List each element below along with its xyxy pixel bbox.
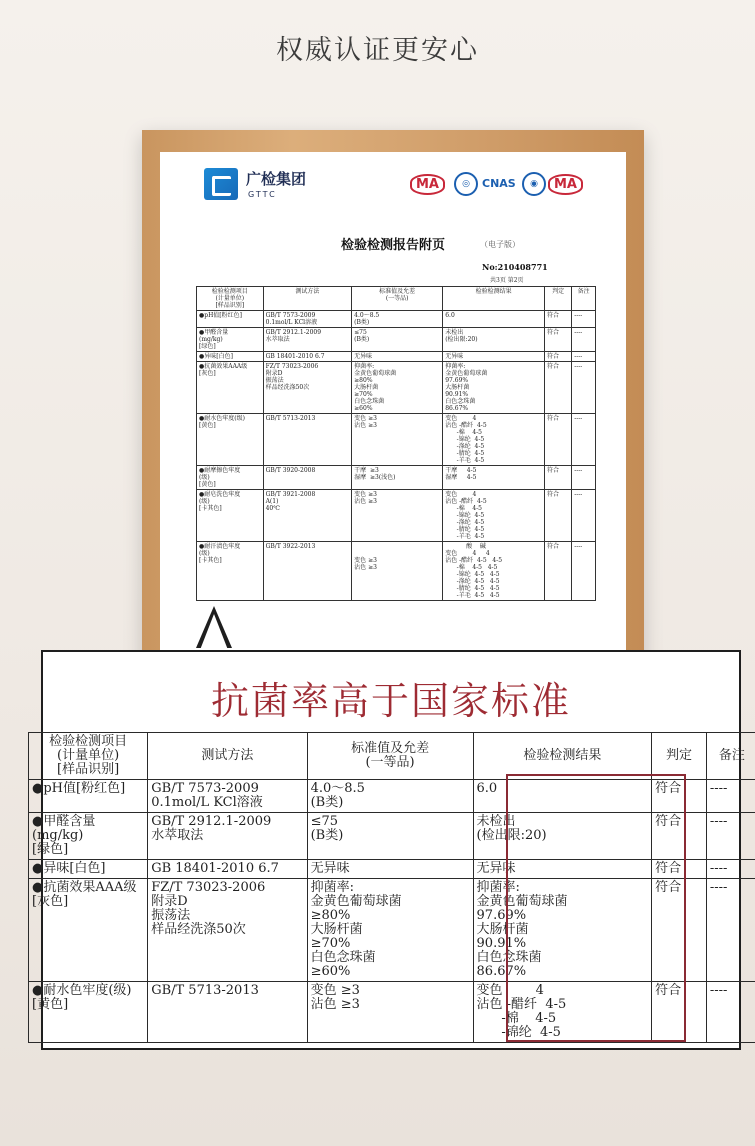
header-result: 检验检测结果 (473, 733, 652, 780)
cell-standard: 无异味 (352, 352, 443, 362)
cell-result: 无异味 (443, 352, 545, 362)
header-remark: 备注 (572, 287, 596, 311)
cell-standard: 4.0～8.5 (B类) (307, 780, 473, 813)
cell-verdict: 符合 (652, 860, 707, 879)
header-item: 检验检测项目 (计量单位) [样品识别] (29, 733, 148, 780)
header-item: 检验检测项目 (计量单位) [样品识别] (197, 287, 264, 311)
header-standard: 标准值及允差 (一等品) (352, 287, 443, 311)
cell-standard: 变色 ≥3 沾色 ≥3 (352, 542, 443, 601)
ilac-mark-icon: ◎ (454, 172, 478, 196)
zoom-panel (32, 650, 745, 1050)
table-row (197, 490, 596, 542)
cell-result: 未检出 (检出限:20) (443, 328, 545, 352)
cell-result: 变色 4 沾色 -醋纤 4-5 -棉 4-5 -锦纶 4-5 (473, 982, 652, 1043)
header-result: 检验检测结果 (443, 287, 545, 311)
cell-verdict: 符合 (545, 542, 572, 601)
table-row (197, 352, 596, 362)
cell-item: ●耐摩擦色牢度 (级) [黄色] (197, 466, 264, 490)
cell-method: GB 18401-2010 6.7 (263, 352, 352, 362)
cell-remark: ---- (572, 466, 596, 490)
report-number: No:210408771 (482, 262, 548, 272)
cell-remark: ---- (572, 362, 596, 414)
cell-result: 未检出 (检出限:20) (473, 813, 652, 860)
cell-item: ●异味[白色] (29, 860, 148, 879)
cell-result: 变色 4 沾色 -醋纤 4-5 -棉 4-5 -锦纶 4-5 -涤纶 4-5 -腈纶 4-5 -羊毛 4-5 (443, 414, 545, 466)
cell-standard: 无异味 (307, 860, 473, 879)
cell-item: ●耐汗渍色牢度 (级) [卡其色] (197, 542, 264, 601)
cell-method: GB 18401-2010 6.7 (148, 860, 307, 879)
cell-verdict: 符合 (545, 466, 572, 490)
cell-remark: ---- (572, 414, 596, 466)
cell-item: ●耐水色牢度(级) [黄色] (29, 982, 148, 1043)
cell-verdict: 符合 (545, 328, 572, 352)
cell-remark: ---- (572, 352, 596, 362)
cell-standard: 变色 ≥3 沾色 ≥3 (307, 982, 473, 1043)
cell-result: 6.0 (443, 311, 545, 328)
table-row (197, 311, 596, 328)
cell-item: ●耐水色牢度(级) [黄色] (197, 414, 264, 466)
header-verdict: 判定 (545, 287, 572, 311)
cell-method: GB/T 7573-2009 0.1mol/L KCl溶液 (148, 780, 307, 813)
zoom-title: 抗菌率高于国家标准 (210, 679, 571, 723)
result-highlight-box (506, 774, 686, 1042)
cell-verdict: 符合 (545, 352, 572, 362)
table-row (197, 542, 596, 601)
cma-mark-icon: MA (410, 174, 445, 195)
cell-item: ●甲醛含量 (mg/kg) [绿色] (29, 813, 148, 860)
report-title: 检验检测报告附页 (340, 238, 445, 253)
cell-item: ●抗菌效果AAA级 [灰色] (29, 879, 148, 982)
table-row (197, 328, 596, 352)
cell-verdict: 符合 (652, 780, 707, 813)
cell-method: FZ/T 73023-2006 附录D 振荡法 样品经洗涤50次 (148, 879, 307, 982)
cell-result: 变色 4 沾色 -醋纤 4-5 -棉 4-5 -锦纶 4-5 -涤纶 4-5 -腈纶 4-5 -羊毛 4-5 (443, 490, 545, 542)
header-standard: 标准值及允差 (一等品) (307, 733, 473, 780)
cell-verdict: 符合 (545, 311, 572, 328)
cell-standard: 4.0～8.5 (B类) (352, 311, 443, 328)
cell-standard: 变色 ≥3 沾色 ≥3 (352, 414, 443, 466)
cma-mark-icon-2: MA (548, 174, 583, 195)
iaf-mark-icon: ◉ (522, 172, 546, 196)
report-paper (160, 152, 626, 672)
cell-item: ●甲醛含量 (mg/kg) [绿色] (197, 328, 264, 352)
cell-method: GB/T 5713-2013 (263, 414, 352, 466)
cell-remark: ---- (706, 860, 755, 879)
cell-standard: ≤75 (B类) (352, 328, 443, 352)
cell-item: ●耐皂洗色牢度 (级) [卡其色] (197, 490, 264, 542)
cell-method: GB/T 5713-2013 (148, 982, 307, 1043)
cell-remark: ---- (572, 328, 596, 352)
cell-method: GB/T 7573-2009 0.1mol/L KCl溶液 (263, 311, 352, 328)
cell-method: GB/T 3922-2013 (263, 542, 352, 601)
cell-result: 抑菌率: 金黄色葡萄球菌 97.69% 大肠杆菌 90.91% 白色念珠菌 86.67% (473, 879, 652, 982)
cell-result: 抑菌率: 金黄色葡萄球菌 97.69% 大肠杆菌 90.91% 白色念珠菌 86.67% (443, 362, 545, 414)
cell-result: 酸 碱 变色 4 4 沾色 -醋纤 4-5 4-5 -棉 4-5 4-5 -锦纶 4-5 4-5 -涤纶 4-5 4-5 -腈纶 4-5 4-5 -羊毛 4-5 4-5 (443, 542, 545, 601)
certification-marks (410, 168, 590, 202)
cell-verdict: 符合 (652, 879, 707, 982)
cell-remark: ---- (706, 813, 755, 860)
table-header-row (29, 733, 755, 780)
cell-verdict: 符合 (545, 414, 572, 466)
callout-pointer-inner (200, 614, 228, 650)
cell-method: GB/T 3921-2008 A(1) 40℃ (263, 490, 352, 542)
header-verdict: 判定 (652, 733, 707, 780)
table-row (197, 466, 596, 490)
cell-standard: 抑菌率: 金黄色葡萄球菌 ≥80% 大肠杆菌 ≥70% 白色念珠菌 ≥60% (307, 879, 473, 982)
cell-standard: 干摩 ≥3 湿摩 ≥3(浅色) (352, 466, 443, 490)
cell-remark: ---- (572, 490, 596, 542)
cell-remark: ---- (572, 311, 596, 328)
table-row (197, 362, 596, 414)
cell-verdict: 符合 (652, 982, 707, 1043)
cell-item: ●pH值[粉红色] (197, 311, 264, 328)
gttc-logo-icon (204, 168, 238, 200)
header-method: 测试方法 (263, 287, 352, 311)
cell-item: ●pH值[粉红色] (29, 780, 148, 813)
cell-verdict: 符合 (545, 362, 572, 414)
report-subtitle: （电子版） (480, 240, 520, 249)
cell-remark: ---- (706, 780, 755, 813)
logo-name-cn: 广检集团 (246, 170, 307, 188)
cell-item: ●抗菌效果AAA级 [灰色] (197, 362, 264, 414)
cell-standard: 变色 ≥3 沾色 ≥3 (352, 490, 443, 542)
cell-method: FZ/T 73023-2006 附录D 振荡法 样品经洗涤50次 (263, 362, 352, 414)
cell-verdict: 符合 (652, 813, 707, 860)
cell-method: GB/T 2912.1-2009 水萃取法 (148, 813, 307, 860)
cell-item: ●异味[白色] (197, 352, 264, 362)
cell-remark: ---- (572, 542, 596, 601)
page-headline: 权威认证更安心 (276, 35, 479, 66)
cell-method: GB/T 2912.1-2009 水萃取法 (263, 328, 352, 352)
table-header-row (197, 287, 596, 311)
cell-remark: ---- (706, 879, 755, 982)
table-row (197, 414, 596, 466)
report-table (196, 286, 596, 601)
cell-remark: ---- (706, 982, 755, 1043)
cell-standard: ≤75 (B类) (307, 813, 473, 860)
logo-name-en: GTTC (248, 190, 277, 199)
header-method: 测试方法 (148, 733, 307, 780)
cell-result: 干摩 4-5 湿摩 4-5 (443, 466, 545, 490)
gttc-logo (204, 166, 334, 206)
cell-result: 6.0 (473, 780, 652, 813)
header-remark: 备注 (706, 733, 755, 780)
cell-verdict: 符合 (545, 490, 572, 542)
cell-standard: 抑菌率: 金黄色葡萄球菌 ≥80% 大肠杆菌 ≥70% 白色念珠菌 ≥60% (352, 362, 443, 414)
cell-method: GB/T 3920-2008 (263, 466, 352, 490)
report-page: 共3页 第2页 (490, 277, 524, 284)
cell-result: 无异味 (473, 860, 652, 879)
cnas-mark-icon: CNAS (482, 177, 516, 190)
